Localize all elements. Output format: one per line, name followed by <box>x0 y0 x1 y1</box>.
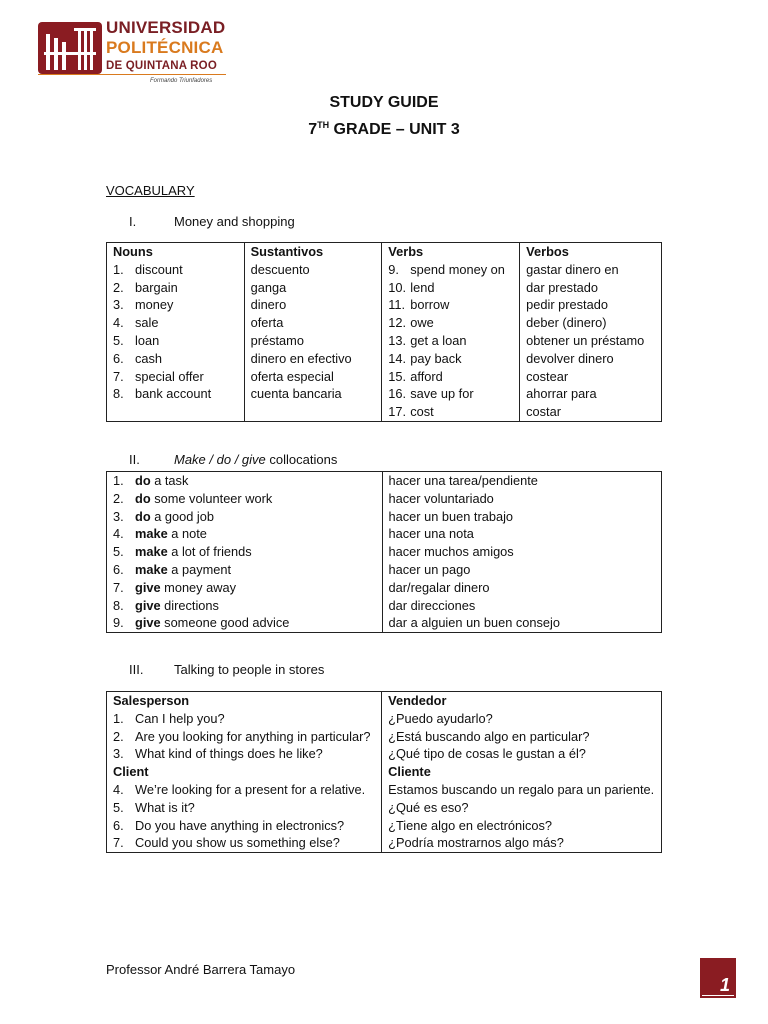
section3-title: Talking to people in stores <box>174 662 325 677</box>
verb-text: get a loan <box>410 332 467 348</box>
collocation-verb: give <box>135 615 161 631</box>
collocation-text: a lot of friends <box>167 544 252 560</box>
column-header: Verbs <box>382 243 520 261</box>
university-logo <box>38 18 228 88</box>
phrase-cell <box>107 817 382 835</box>
verbo-cell: ahorrar para <box>520 385 662 403</box>
collocation-number: 1. <box>113 473 124 488</box>
money-shopping-table <box>106 242 662 422</box>
phrase-cell <box>107 710 382 728</box>
collocation-text: someone good advice <box>160 615 290 631</box>
collocation-number: 8. <box>113 597 124 613</box>
phrase-number: 2. <box>113 728 124 744</box>
verb-text: borrow <box>410 297 450 313</box>
table-row <box>107 472 662 490</box>
noun-cell <box>107 314 245 332</box>
verbo-cell: deber (dinero) <box>520 314 662 332</box>
noun-number: 4. <box>113 315 124 331</box>
table-row <box>107 579 662 597</box>
noun-text: discount <box>135 261 183 277</box>
noun-cell <box>107 332 245 350</box>
translation-cell: hacer un pago <box>382 561 661 579</box>
verbo-cell: costar <box>520 403 662 421</box>
noun-cell <box>107 368 245 386</box>
verb-number: 15. <box>388 368 407 384</box>
table-header-row <box>107 763 662 781</box>
table-row <box>107 525 662 543</box>
verb-cell <box>382 314 520 332</box>
store-phrases-table <box>106 691 662 853</box>
section3-number: III. <box>129 662 144 677</box>
phrase-number: 1. <box>113 710 124 726</box>
noun-cell <box>107 279 245 297</box>
verb-cell <box>382 368 520 386</box>
collocation-text: directions <box>160 597 219 613</box>
collocation-verb: do <box>135 473 151 488</box>
noun-number: 3. <box>113 297 124 313</box>
table-row <box>107 350 662 368</box>
translation-cell: dar direcciones <box>382 597 661 615</box>
verb-text: save up for <box>410 386 474 402</box>
logo-building-icon <box>38 22 102 74</box>
verb-number: 11. <box>388 297 406 313</box>
verb-cell <box>382 403 520 421</box>
table-row <box>107 561 662 579</box>
logo-tagline: Formando Triunfadores <box>150 78 213 84</box>
verbo-cell: pedir prestado <box>520 296 662 314</box>
noun-text: cash <box>135 350 163 366</box>
table-row <box>107 728 662 746</box>
logo-line2: POLITÉCNICA <box>106 38 224 57</box>
phrase-translation-cell: ¿Qué es eso? <box>382 799 662 817</box>
collocation-text: some volunteer work <box>150 490 273 506</box>
noun-cell <box>107 261 245 279</box>
collocation-number: 7. <box>113 579 124 595</box>
table-row <box>107 710 662 728</box>
phrase-translation-cell: Estamos buscando un regalo para un pariente. <box>382 781 662 799</box>
noun-text: bargain <box>135 279 178 295</box>
noun-text: sale <box>135 315 159 331</box>
sustantivo-cell: préstamo <box>244 332 382 350</box>
collocation-number: 3. <box>113 508 124 524</box>
sustantivo-cell <box>244 403 382 421</box>
phrase-translation-cell: ¿Está buscando algo en particular? <box>382 728 662 746</box>
verb-text: spend money on <box>410 261 505 277</box>
doc-subtitle: 7TH GRADE – UNIT 3 <box>308 120 460 138</box>
sustantivo-cell: ganga <box>244 279 382 297</box>
collocation-text: money away <box>160 579 237 595</box>
collocation-verb: give <box>135 597 161 613</box>
logo-line1: UNIVERSIDAD <box>106 18 226 37</box>
collocation-verb: make <box>135 561 168 577</box>
doc-title: STUDY GUIDE <box>329 94 439 111</box>
table-row <box>107 490 662 508</box>
translation-cell: dar/regalar dinero <box>382 579 661 597</box>
table-row <box>107 614 662 632</box>
verb-cell <box>382 350 520 368</box>
page-number-badge <box>700 958 736 998</box>
verb-number: 17. <box>388 404 407 420</box>
table-row <box>107 279 662 297</box>
phrase-number: 5. <box>113 799 124 815</box>
table-header-row <box>107 692 662 710</box>
role-header-es: Cliente <box>382 763 662 781</box>
phrase-translation-cell: ¿Podría mostrarnos algo más? <box>382 834 662 852</box>
table-row <box>107 332 662 350</box>
collocation-text: a good job <box>150 508 214 524</box>
role-header-es: Vendedor <box>382 692 662 710</box>
table-row <box>107 834 662 852</box>
table-row <box>107 543 662 561</box>
verbo-cell: dar prestado <box>520 279 662 297</box>
noun-text: money <box>135 297 174 313</box>
collocation-number: 9. <box>113 615 124 631</box>
verb-number: 9. <box>388 261 399 277</box>
translation-cell: hacer muchos amigos <box>382 543 661 561</box>
verb-number: 12. <box>388 315 407 331</box>
translation-cell: hacer una tarea/pendiente <box>382 472 661 490</box>
phrase-text: Can I help you? <box>135 710 225 726</box>
vocabulary-heading: VOCABULARY <box>106 183 195 198</box>
table-header-row <box>107 243 662 261</box>
verbo-cell: gastar dinero en <box>520 261 662 279</box>
sustantivo-cell: dinero en efectivo <box>244 350 382 368</box>
collocation-text: a note <box>167 526 207 542</box>
phrase-number: 4. <box>113 781 124 797</box>
collocation-cell <box>107 508 383 526</box>
table-row <box>107 296 662 314</box>
collocation-number: 6. <box>113 561 124 577</box>
collocation-text: a task <box>150 473 189 488</box>
verb-cell <box>382 385 520 403</box>
noun-cell <box>107 350 245 368</box>
verb-cell <box>382 279 520 297</box>
phrase-text: Are you looking for anything in particular? <box>135 728 371 744</box>
column-header: Nouns <box>107 243 245 261</box>
noun-number: 6. <box>113 350 124 366</box>
table-row <box>107 781 662 799</box>
phrase-text: Could you show us something else? <box>135 835 340 851</box>
verb-text: cost <box>410 404 434 420</box>
collocation-cell <box>107 561 383 579</box>
table-row <box>107 799 662 817</box>
role-header: Salesperson <box>107 692 382 710</box>
collocation-verb: do <box>135 490 151 506</box>
sustantivo-cell: dinero <box>244 296 382 314</box>
verb-cell <box>382 296 520 314</box>
page-number: 1 <box>719 975 730 995</box>
verb-number: 16. <box>388 386 407 402</box>
collocation-number: 5. <box>113 544 124 560</box>
section2-number: II. <box>129 452 140 467</box>
collocation-text: a payment <box>167 561 232 577</box>
noun-cell <box>107 296 245 314</box>
collocation-verb: make <box>135 526 168 542</box>
collocation-cell <box>107 472 383 490</box>
translation-cell: hacer una nota <box>382 525 661 543</box>
collocation-number: 4. <box>113 526 124 542</box>
collocation-cell <box>107 614 383 632</box>
translation-cell: hacer voluntariado <box>382 490 661 508</box>
verb-cell <box>382 261 520 279</box>
phrase-cell <box>107 834 382 852</box>
noun-text: bank account <box>135 386 212 402</box>
noun-text: loan <box>135 332 160 348</box>
phrase-number: 7. <box>113 835 124 851</box>
collocation-cell <box>107 579 383 597</box>
table-row <box>107 745 662 763</box>
verb-number: 13. <box>388 332 407 348</box>
collocation-verb: give <box>135 579 161 595</box>
collocation-cell <box>107 543 383 561</box>
table-row <box>107 368 662 386</box>
phrase-cell <box>107 799 382 817</box>
phrase-number: 3. <box>113 746 124 762</box>
sustantivo-cell: descuento <box>244 261 382 279</box>
verbo-cell: obtener un préstamo <box>520 332 662 350</box>
translation-cell: dar a alguien un buen consejo <box>382 614 661 632</box>
noun-number: 8. <box>113 386 124 402</box>
phrase-cell <box>107 745 382 763</box>
role-header: Client <box>107 763 382 781</box>
verb-text: pay back <box>410 350 462 366</box>
verb-number: 10. <box>388 279 407 295</box>
verb-text: afford <box>410 368 443 384</box>
section1-title: Money and shopping <box>174 214 295 229</box>
verbo-cell: costear <box>520 368 662 386</box>
collocation-cell <box>107 597 383 615</box>
noun-text: special offer <box>135 368 204 384</box>
phrase-cell <box>107 781 382 799</box>
collocation-verb: do <box>135 508 151 524</box>
table-row <box>107 314 662 332</box>
phrase-translation-cell: ¿Tiene algo en electrónicos? <box>382 817 662 835</box>
verb-text: owe <box>410 315 434 331</box>
noun-number: 2. <box>113 279 124 295</box>
section1-number: I. <box>129 214 137 229</box>
phrase-number: 6. <box>113 817 124 833</box>
table-row <box>107 385 662 403</box>
translation-cell: hacer un buen trabajo <box>382 508 661 526</box>
noun-number: 5. <box>113 332 124 348</box>
section2-title: Make / do / give collocations <box>174 452 338 467</box>
table-row <box>107 261 662 279</box>
table-row <box>107 597 662 615</box>
phrase-text: What kind of things does he like? <box>135 746 323 762</box>
verb-text: lend <box>410 279 435 295</box>
logo-line3: DE QUINTANA ROO <box>106 60 217 72</box>
collocation-verb: make <box>135 544 168 560</box>
column-header: Verbos <box>520 243 662 261</box>
column-header: Sustantivos <box>244 243 382 261</box>
logo-rule <box>38 74 226 75</box>
phrase-text: We’re looking for a present for a relative. <box>135 781 366 797</box>
footer-author: Professor André Barrera Tamayo <box>106 962 296 977</box>
collocations-table <box>106 471 662 633</box>
noun-number: 7. <box>113 368 124 384</box>
sustantivo-cell: oferta especial <box>244 368 382 386</box>
collocation-number: 2. <box>113 490 124 506</box>
verb-number: 14. <box>388 350 407 366</box>
phrase-translation-cell: ¿Qué tipo de cosas le gustan a él? <box>382 745 662 763</box>
phrase-cell <box>107 728 382 746</box>
noun-cell <box>107 403 245 421</box>
collocation-cell <box>107 525 383 543</box>
phrase-translation-cell: ¿Puedo ayudarlo? <box>382 710 662 728</box>
phrase-text: What is it? <box>135 799 195 815</box>
sustantivo-cell: oferta <box>244 314 382 332</box>
verbo-cell: devolver dinero <box>520 350 662 368</box>
table-row <box>107 403 662 421</box>
noun-cell <box>107 385 245 403</box>
table-row <box>107 817 662 835</box>
collocation-cell <box>107 490 383 508</box>
phrase-text: Do you have anything in electronics? <box>135 817 345 833</box>
verb-cell <box>382 332 520 350</box>
sustantivo-cell: cuenta bancaria <box>244 385 382 403</box>
noun-number: 1. <box>113 261 124 277</box>
table-row <box>107 508 662 526</box>
